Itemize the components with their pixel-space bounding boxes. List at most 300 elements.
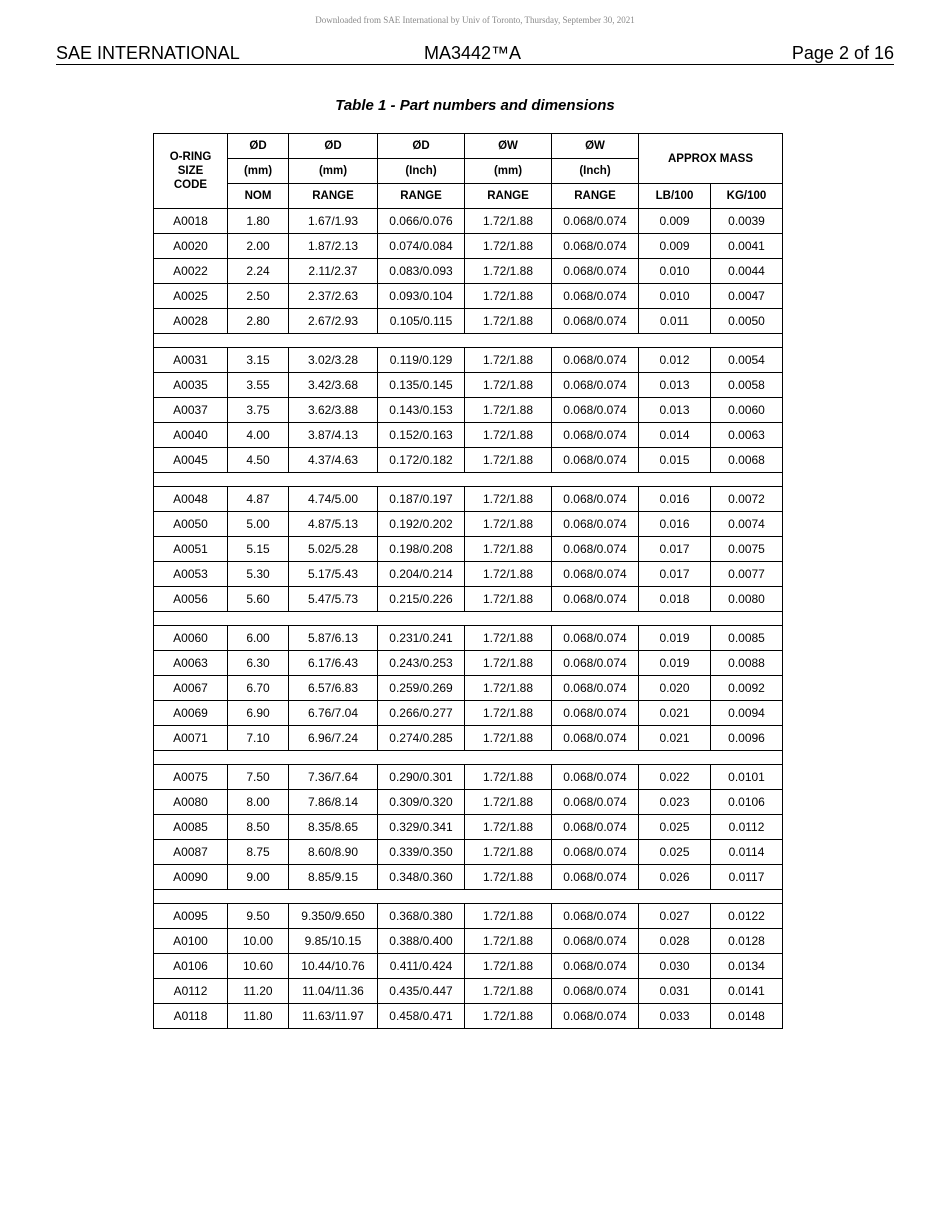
table-cell: 3.15 — [228, 348, 289, 373]
table-cell: 4.37/4.63 — [289, 448, 378, 473]
table-row — [154, 423, 783, 448]
table-cell: 4.74/5.00 — [289, 487, 378, 512]
table-cell: 0.0063 — [711, 423, 783, 448]
table-cell: 1.72/1.88 — [465, 651, 552, 676]
separator-cell — [154, 890, 783, 904]
table-row — [154, 815, 783, 840]
table-cell: 0.0039 — [711, 209, 783, 234]
table-cell: 4.87 — [228, 487, 289, 512]
table-cell: 11.20 — [228, 979, 289, 1004]
table-cell: 7.36/7.64 — [289, 765, 378, 790]
table-cell: 0.068/0.074 — [552, 626, 639, 651]
table-cell: 4.87/5.13 — [289, 512, 378, 537]
table-cell: A0090 — [154, 865, 228, 890]
table-cell: 0.068/0.074 — [552, 651, 639, 676]
table-row — [154, 979, 783, 1004]
table-cell: 0.012 — [639, 348, 711, 373]
table-cell: 2.67/2.93 — [289, 309, 378, 334]
table-cell: 0.0148 — [711, 1004, 783, 1029]
table-cell: 0.025 — [639, 815, 711, 840]
table-cell: 0.274/0.285 — [378, 726, 465, 751]
table-cell: 5.47/5.73 — [289, 587, 378, 612]
table-cell: 0.068/0.074 — [552, 448, 639, 473]
table-row — [154, 587, 783, 612]
table-cell: 0.0044 — [711, 259, 783, 284]
table-cell: A0035 — [154, 373, 228, 398]
table-cell: A0063 — [154, 651, 228, 676]
table-cell: 0.0122 — [711, 904, 783, 929]
group-separator-row — [154, 890, 783, 904]
table-cell: 0.013 — [639, 373, 711, 398]
table-cell: 0.198/0.208 — [378, 537, 465, 562]
table-cell: 1.72/1.88 — [465, 284, 552, 309]
table-row — [154, 284, 783, 309]
table-cell: 0.0072 — [711, 487, 783, 512]
table-cell: 9.50 — [228, 904, 289, 929]
table-cell: 0.0114 — [711, 840, 783, 865]
table-cell: A0050 — [154, 512, 228, 537]
table-cell: 0.018 — [639, 587, 711, 612]
table-cell: 0.0077 — [711, 562, 783, 587]
table-cell: 6.90 — [228, 701, 289, 726]
table-cell: 2.24 — [228, 259, 289, 284]
table-cell: A0056 — [154, 587, 228, 612]
table-row — [154, 209, 783, 234]
col-header-od-nom-symbol: ØD — [228, 134, 289, 159]
table-row — [154, 840, 783, 865]
table-cell: A0080 — [154, 790, 228, 815]
table-row — [154, 234, 783, 259]
table-cell: 1.72/1.88 — [465, 487, 552, 512]
table-cell: 1.72/1.88 — [465, 676, 552, 701]
col-header-od-nom-unit: (mm) — [228, 159, 289, 184]
table-cell: 8.35/8.65 — [289, 815, 378, 840]
table-cell: 0.068/0.074 — [552, 904, 639, 929]
table-cell: 3.62/3.88 — [289, 398, 378, 423]
table-cell: A0069 — [154, 701, 228, 726]
table-cell: 0.0041 — [711, 234, 783, 259]
col-header-od-range-unit: (mm) — [289, 159, 378, 184]
table-cell: 0.011 — [639, 309, 711, 334]
table-cell: 0.0141 — [711, 979, 783, 1004]
table-cell: 0.068/0.074 — [552, 587, 639, 612]
table-cell: 6.00 — [228, 626, 289, 651]
table-cell: 1.72/1.88 — [465, 348, 552, 373]
col-header-ow-inch-unit: (Inch) — [552, 159, 639, 184]
table-cell: 0.014 — [639, 423, 711, 448]
table-cell: 0.0094 — [711, 701, 783, 726]
table-cell: A0095 — [154, 904, 228, 929]
table-cell: 0.016 — [639, 487, 711, 512]
table-row — [154, 512, 783, 537]
col-header-od-range-symbol: ØD — [289, 134, 378, 159]
table-cell: A0067 — [154, 676, 228, 701]
table-cell: 0.020 — [639, 676, 711, 701]
table-cell: 1.72/1.88 — [465, 423, 552, 448]
table-cell: 1.72/1.88 — [465, 259, 552, 284]
table-cell: 2.00 — [228, 234, 289, 259]
table-cell: 0.017 — [639, 537, 711, 562]
table-cell: 3.42/3.68 — [289, 373, 378, 398]
table-row — [154, 537, 783, 562]
table-cell: 0.0134 — [711, 954, 783, 979]
table-cell: A0025 — [154, 284, 228, 309]
table-cell: 0.068/0.074 — [552, 815, 639, 840]
table-row — [154, 790, 783, 815]
table-cell: 0.0074 — [711, 512, 783, 537]
table-cell: 0.0096 — [711, 726, 783, 751]
table-cell: 1.72/1.88 — [465, 626, 552, 651]
table-cell: 1.67/1.93 — [289, 209, 378, 234]
table-cell: 0.030 — [639, 954, 711, 979]
table-row — [154, 398, 783, 423]
table-cell: 0.023 — [639, 790, 711, 815]
table-cell: 0.119/0.129 — [378, 348, 465, 373]
table-cell: 0.019 — [639, 651, 711, 676]
table-cell: 1.72/1.88 — [465, 954, 552, 979]
table-cell: 0.027 — [639, 904, 711, 929]
table-cell: 0.0060 — [711, 398, 783, 423]
table-cell: 0.215/0.226 — [378, 587, 465, 612]
table-cell: 0.068/0.074 — [552, 209, 639, 234]
table-cell: 1.72/1.88 — [465, 765, 552, 790]
table-cell: 0.068/0.074 — [552, 423, 639, 448]
table-cell: 1.72/1.88 — [465, 398, 552, 423]
table-cell: 0.152/0.163 — [378, 423, 465, 448]
table-cell: A0085 — [154, 815, 228, 840]
table-cell: 0.068/0.074 — [552, 701, 639, 726]
table-row — [154, 448, 783, 473]
col-header-od-inch-symbol: ØD — [378, 134, 465, 159]
table-cell: 1.72/1.88 — [465, 701, 552, 726]
table-cell: 8.50 — [228, 815, 289, 840]
table-cell: 0.0080 — [711, 587, 783, 612]
table-cell: A0022 — [154, 259, 228, 284]
table-row — [154, 954, 783, 979]
separator-cell — [154, 612, 783, 626]
table-cell: 6.17/6.43 — [289, 651, 378, 676]
table-cell: 0.013 — [639, 398, 711, 423]
table-cell: 2.50 — [228, 284, 289, 309]
separator-cell — [154, 751, 783, 765]
table-cell: 5.02/5.28 — [289, 537, 378, 562]
table-cell: A0075 — [154, 765, 228, 790]
table-cell: 0.015 — [639, 448, 711, 473]
table-cell: 7.10 — [228, 726, 289, 751]
table-cell: 0.016 — [639, 512, 711, 537]
table-cell: 2.11/2.37 — [289, 259, 378, 284]
table-cell: 0.068/0.074 — [552, 954, 639, 979]
table-cell: 0.068/0.074 — [552, 309, 639, 334]
table-cell: 11.80 — [228, 1004, 289, 1029]
col-header-od-range: RANGE — [289, 184, 378, 209]
table-cell: 1.72/1.88 — [465, 587, 552, 612]
table-cell: 0.031 — [639, 979, 711, 1004]
table-cell: 1.72/1.88 — [465, 562, 552, 587]
table-cell: 0.435/0.447 — [378, 979, 465, 1004]
table-cell: 0.074/0.084 — [378, 234, 465, 259]
table-cell: 6.57/6.83 — [289, 676, 378, 701]
table-cell: 0.290/0.301 — [378, 765, 465, 790]
group-separator-row — [154, 334, 783, 348]
table-cell: A0060 — [154, 626, 228, 651]
table-cell: 0.105/0.115 — [378, 309, 465, 334]
table-cell: 2.37/2.63 — [289, 284, 378, 309]
table-cell: 3.75 — [228, 398, 289, 423]
table-cell: 1.72/1.88 — [465, 512, 552, 537]
table-cell: 1.87/2.13 — [289, 234, 378, 259]
table-cell: A0028 — [154, 309, 228, 334]
table-cell: 1.72/1.88 — [465, 448, 552, 473]
col-header-ow-range-symbol: ØW — [465, 134, 552, 159]
table-cell: 1.72/1.88 — [465, 815, 552, 840]
table-cell: A0040 — [154, 423, 228, 448]
table-cell: A0045 — [154, 448, 228, 473]
table-cell: 0.243/0.253 — [378, 651, 465, 676]
table-cell: 5.17/5.43 — [289, 562, 378, 587]
table-cell: 1.72/1.88 — [465, 726, 552, 751]
table-row — [154, 765, 783, 790]
part-numbers-table — [153, 133, 783, 1029]
document-number: MA3442™A — [424, 43, 522, 63]
table-cell: 1.72/1.88 — [465, 309, 552, 334]
table-cell: 0.0047 — [711, 284, 783, 309]
col-header-ow-range: RANGE — [465, 184, 552, 209]
table-cell: 3.55 — [228, 373, 289, 398]
table-cell: 0.0128 — [711, 929, 783, 954]
table-row — [154, 1004, 783, 1029]
table-header — [154, 134, 783, 209]
table-cell: 1.72/1.88 — [465, 979, 552, 1004]
separator-cell — [154, 334, 783, 348]
table-cell: 4.50 — [228, 448, 289, 473]
table-row — [154, 562, 783, 587]
table-cell: 9.00 — [228, 865, 289, 890]
col-header-kg-per-100: KG/100 — [711, 184, 783, 209]
table-cell: 6.70 — [228, 676, 289, 701]
table-row — [154, 701, 783, 726]
table-cell: 0.068/0.074 — [552, 398, 639, 423]
table-cell: 1.72/1.88 — [465, 929, 552, 954]
table-cell: 1.72/1.88 — [465, 537, 552, 562]
table-cell: 0.143/0.153 — [378, 398, 465, 423]
download-watermark: Downloaded from SAE International by Univ of Toronto, Thursday, September 30, 2021 — [315, 15, 635, 25]
table-row — [154, 626, 783, 651]
table-cell: 0.0106 — [711, 790, 783, 815]
table-cell: 0.411/0.424 — [378, 954, 465, 979]
table-row — [154, 865, 783, 890]
table-row — [154, 726, 783, 751]
table-cell: 0.021 — [639, 726, 711, 751]
group-separator-row — [154, 612, 783, 626]
table-cell: 5.15 — [228, 537, 289, 562]
col-header-approx-mass: APPROX MASS — [639, 134, 783, 184]
col-header-od-inch-unit: (Inch) — [378, 159, 465, 184]
table-cell: 1.72/1.88 — [465, 904, 552, 929]
table-cell: 0.388/0.400 — [378, 929, 465, 954]
table-cell: 0.339/0.350 — [378, 840, 465, 865]
table-row — [154, 487, 783, 512]
table-cell: 0.458/0.471 — [378, 1004, 465, 1029]
table-cell: 0.009 — [639, 209, 711, 234]
table-cell: 9.85/10.15 — [289, 929, 378, 954]
table-cell: A0018 — [154, 209, 228, 234]
table-cell: 0.068/0.074 — [552, 373, 639, 398]
table-cell: A0087 — [154, 840, 228, 865]
table-row — [154, 676, 783, 701]
table-cell: 0.025 — [639, 840, 711, 865]
group-separator-row — [154, 473, 783, 487]
table-cell: 8.75 — [228, 840, 289, 865]
table-cell: 0.028 — [639, 929, 711, 954]
table-cell: 0.068/0.074 — [552, 865, 639, 890]
table-cell: 0.083/0.093 — [378, 259, 465, 284]
table-cell: 0.348/0.360 — [378, 865, 465, 890]
table-cell: 0.068/0.074 — [552, 929, 639, 954]
table-row — [154, 373, 783, 398]
table-cell: 0.0058 — [711, 373, 783, 398]
table-cell: 0.068/0.074 — [552, 840, 639, 865]
table-cell: A0053 — [154, 562, 228, 587]
table-cell: 0.068/0.074 — [552, 676, 639, 701]
col-header-lb-per-100: LB/100 — [639, 184, 711, 209]
table-cell: 0.068/0.074 — [552, 259, 639, 284]
table-cell: 0.068/0.074 — [552, 562, 639, 587]
table-cell: 0.0088 — [711, 651, 783, 676]
col-header-size-code: O-RING SIZE CODE — [154, 134, 228, 209]
table-cell: A0112 — [154, 979, 228, 1004]
table-cell: 0.0101 — [711, 765, 783, 790]
table-cell: 10.00 — [228, 929, 289, 954]
table-row — [154, 259, 783, 284]
table-cell: 0.009 — [639, 234, 711, 259]
publisher-name: SAE INTERNATIONAL — [56, 43, 240, 63]
table-cell: 1.72/1.88 — [465, 209, 552, 234]
table-cell: 0.068/0.074 — [552, 234, 639, 259]
table-cell: A0106 — [154, 954, 228, 979]
table-cell: 0.022 — [639, 765, 711, 790]
table-cell: 0.0092 — [711, 676, 783, 701]
table-cell: 0.068/0.074 — [552, 284, 639, 309]
table-cell: 0.017 — [639, 562, 711, 587]
table-cell: A0118 — [154, 1004, 228, 1029]
table-cell: 0.187/0.197 — [378, 487, 465, 512]
table-cell: 11.04/11.36 — [289, 979, 378, 1004]
col-header-ow-inch-symbol: ØW — [552, 134, 639, 159]
table-cell: 0.066/0.076 — [378, 209, 465, 234]
table-cell: 5.30 — [228, 562, 289, 587]
table-cell: A0037 — [154, 398, 228, 423]
table-cell: 0.068/0.074 — [552, 765, 639, 790]
table-cell: 11.63/11.97 — [289, 1004, 378, 1029]
col-header-nom: NOM — [228, 184, 289, 209]
table-cell: 0.068/0.074 — [552, 979, 639, 1004]
table-cell: 10.60 — [228, 954, 289, 979]
table-cell: 0.368/0.380 — [378, 904, 465, 929]
table-row — [154, 651, 783, 676]
table-cell: 5.87/6.13 — [289, 626, 378, 651]
table-cell: 0.192/0.202 — [378, 512, 465, 537]
table-cell: 0.021 — [639, 701, 711, 726]
table-cell: A0100 — [154, 929, 228, 954]
table-cell: 0.0050 — [711, 309, 783, 334]
col-header-ow-range-unit: (mm) — [465, 159, 552, 184]
table-cell: 1.72/1.88 — [465, 373, 552, 398]
table-cell: 7.86/8.14 — [289, 790, 378, 815]
table-cell: 6.30 — [228, 651, 289, 676]
table-cell: 7.50 — [228, 765, 289, 790]
table-cell: 0.068/0.074 — [552, 790, 639, 815]
table-body — [154, 209, 783, 1029]
table-title: Table 1 - Part numbers and dimensions — [335, 97, 615, 114]
page-number: Page 2 of 16 — [791, 43, 894, 63]
table-cell: 2.80 — [228, 309, 289, 334]
table-row — [154, 929, 783, 954]
table-cell: 0.068/0.074 — [552, 512, 639, 537]
table-cell: 0.0075 — [711, 537, 783, 562]
table-cell: 1.72/1.88 — [465, 790, 552, 815]
table-cell: 0.0085 — [711, 626, 783, 651]
table-cell: 0.010 — [639, 259, 711, 284]
table-cell: 8.85/9.15 — [289, 865, 378, 890]
col-header-od-inch-range: RANGE — [378, 184, 465, 209]
table-cell: 3.87/4.13 — [289, 423, 378, 448]
col-header-ow-inch-range: RANGE — [552, 184, 639, 209]
table-cell: 0.026 — [639, 865, 711, 890]
table-cell: 0.329/0.341 — [378, 815, 465, 840]
table-cell: 1.72/1.88 — [465, 1004, 552, 1029]
table-cell: 0.068/0.074 — [552, 487, 639, 512]
table-cell: 9.350/9.650 — [289, 904, 378, 929]
table-cell: A0071 — [154, 726, 228, 751]
table-cell: 0.068/0.074 — [552, 537, 639, 562]
table-cell: 4.00 — [228, 423, 289, 448]
table-cell: 1.72/1.88 — [465, 865, 552, 890]
table-cell: 6.96/7.24 — [289, 726, 378, 751]
separator-cell — [154, 473, 783, 487]
table-row — [154, 309, 783, 334]
table-cell: 1.72/1.88 — [465, 234, 552, 259]
table-cell: 0.135/0.145 — [378, 373, 465, 398]
table-cell: 0.0068 — [711, 448, 783, 473]
group-separator-row — [154, 751, 783, 765]
table-row — [154, 348, 783, 373]
table-cell: 1.72/1.88 — [465, 840, 552, 865]
table-cell: 0.033 — [639, 1004, 711, 1029]
table-cell: 5.00 — [228, 512, 289, 537]
table-cell: 0.172/0.182 — [378, 448, 465, 473]
table-cell: 0.0112 — [711, 815, 783, 840]
table-cell: 0.259/0.269 — [378, 676, 465, 701]
table-cell: A0020 — [154, 234, 228, 259]
table-cell: 3.02/3.28 — [289, 348, 378, 373]
table-cell: 0.068/0.074 — [552, 726, 639, 751]
table-cell: 0.266/0.277 — [378, 701, 465, 726]
table-cell: 6.76/7.04 — [289, 701, 378, 726]
table-cell: 1.80 — [228, 209, 289, 234]
table-cell: 0.204/0.214 — [378, 562, 465, 587]
table-cell: 0.0054 — [711, 348, 783, 373]
table-cell: 0.0117 — [711, 865, 783, 890]
table-cell: 0.010 — [639, 284, 711, 309]
table-cell: 8.00 — [228, 790, 289, 815]
table-cell: 0.068/0.074 — [552, 1004, 639, 1029]
table-cell: 0.068/0.074 — [552, 348, 639, 373]
table-cell: A0048 — [154, 487, 228, 512]
page-header — [56, 43, 894, 65]
table-cell: 0.231/0.241 — [378, 626, 465, 651]
table-cell: 0.309/0.320 — [378, 790, 465, 815]
